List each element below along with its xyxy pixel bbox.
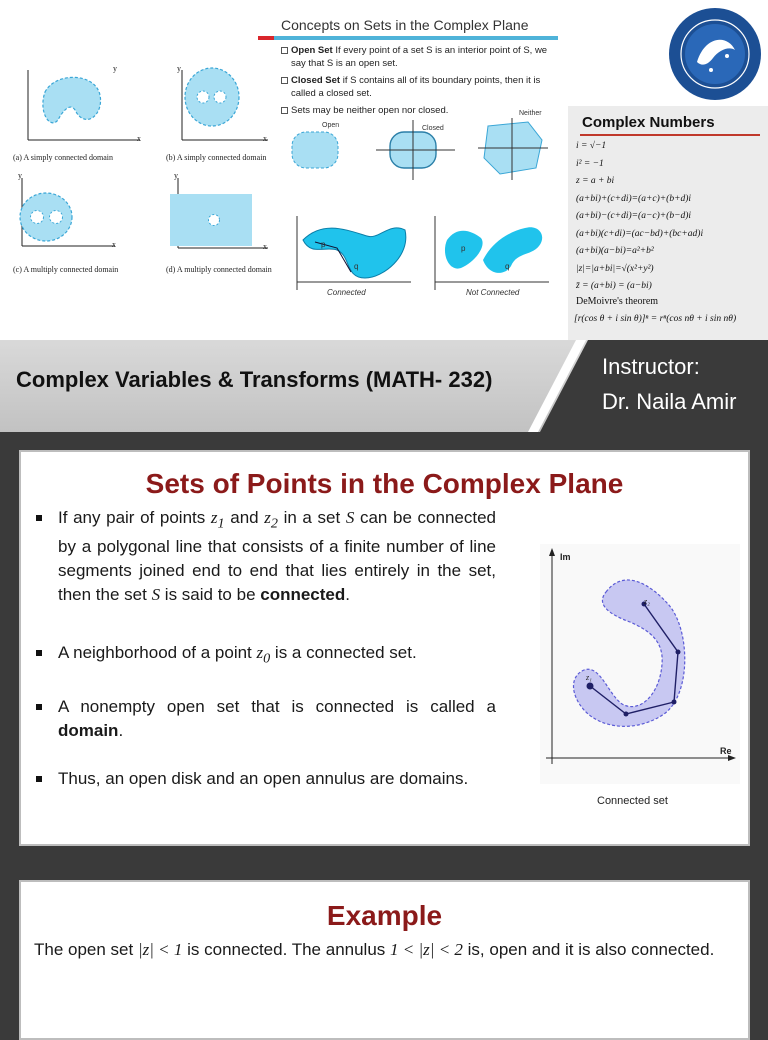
- math-z0: z: [256, 643, 264, 663]
- fig-b-caption: (b) A simply connected domain: [166, 153, 267, 162]
- instructor-label: Instructor:: [602, 354, 700, 379]
- fig-d-y-label: y: [174, 171, 178, 180]
- bullet-text: in a set: [277, 508, 346, 527]
- term-domain: domain: [58, 720, 119, 740]
- math-z2: z: [264, 508, 271, 527]
- bullet-connected-definition: [36, 506, 496, 607]
- demoivre-formula: [r(cos θ + i sin θ)]ⁿ = rⁿ(cos nθ + i sin nθ): [574, 314, 737, 324]
- fig-c-caption: (c) A multiply connected domain: [13, 265, 119, 274]
- fig-c-y-label: y: [18, 171, 22, 180]
- connected-set-figure: [540, 544, 740, 784]
- math-annulus: 1 < |z| < 2: [390, 940, 463, 959]
- math-s: S: [151, 585, 161, 605]
- bullet-disk-annulus: [36, 767, 496, 791]
- instructor-info: [602, 349, 736, 419]
- neither-definition: [281, 104, 551, 117]
- label-connected: Connected: [327, 288, 366, 297]
- complex-numbers-underline: [580, 134, 760, 136]
- example-title: Example: [326, 900, 443, 931]
- bullet-text: is a connected set.: [270, 643, 417, 663]
- example-text-part: is connected. The annulus: [182, 940, 391, 959]
- bullet-text: A nonempty open set that is connected is called a: [58, 696, 496, 716]
- bullet-text: and: [224, 508, 265, 527]
- math-open-disk: |z| < 1: [137, 940, 183, 959]
- open-set-definition: [281, 44, 551, 70]
- point-p-label-2: p: [461, 244, 466, 253]
- instructor-name: Dr. Naila Amir: [602, 389, 737, 414]
- formula-line: (a+bi)(a−bi)=a²+b²: [576, 246, 654, 256]
- math-z0-sub: 0: [263, 650, 271, 667]
- example-text-part: The open set: [34, 940, 138, 959]
- term-connected: connected: [260, 585, 346, 605]
- fig-b-y-label: y: [177, 64, 181, 73]
- fig-c-x-label: x: [112, 240, 116, 249]
- connected-set-caption: Connected set: [597, 795, 668, 807]
- z1-point-label: z₁: [586, 673, 592, 682]
- concepts-title: Concepts on Sets in the Complex Plane: [281, 17, 529, 33]
- concepts-accent-bar: [258, 36, 558, 40]
- label-open: Open: [322, 122, 340, 129]
- point-q-label: q: [354, 262, 359, 271]
- formula-line: (a+bi)−(c+di)=(a−c)+(b−d)i: [576, 211, 692, 221]
- open-set-term: Open Set: [291, 45, 333, 56]
- formula-line: (a+bi)+(c+di)=(a+c)+(b+d)i: [576, 193, 692, 204]
- bullet-domain-definition: [36, 695, 496, 743]
- slide-title: Sets of Points in the Complex Plane: [145, 468, 624, 499]
- formula-line: (a+bi)(c+di)=(ac−bd)+(bc+ad)i: [576, 228, 704, 239]
- bullet-text: is said to be: [160, 585, 261, 605]
- bullet-neighborhood: [36, 641, 496, 670]
- formula-line: z̄ = (a+bi) = (a−bi): [576, 281, 652, 291]
- formula-line: i = √−1: [576, 141, 607, 151]
- fig-d-x-label: x: [263, 242, 267, 251]
- header-banner: [0, 0, 768, 340]
- z2-point-label: z₂: [644, 597, 650, 606]
- point-q-label-2: q: [505, 262, 510, 271]
- closed-set-definition: [281, 74, 551, 100]
- open-set-text: If every point of a set S is an interior point of S, we say that S is an open set.: [291, 45, 548, 69]
- label-not-connected: Not Connected: [466, 288, 520, 297]
- bullet-text: If any pair of points: [58, 508, 211, 527]
- formula-line: i² = −1: [576, 158, 604, 169]
- neither-text: Sets may be neither open nor closed.: [291, 105, 449, 116]
- closed-set-text: if S contains all of its boundary points, then it is called a closed set.: [291, 75, 541, 99]
- bullet-text: .: [345, 585, 351, 605]
- formula-line: |z|=|a+bi|=√(x²+y²): [576, 263, 654, 274]
- formula-line: z = a + bi: [576, 176, 615, 186]
- label-closed: Closed: [422, 125, 444, 132]
- math-z2-sub: 2: [270, 515, 278, 532]
- fig-a-caption: (a) A simply connected domain: [13, 153, 113, 162]
- bullet-text: can be connected by a polygonal line that consists of a finite number of line segments joined end to end that lies entirely in the set, then the set: [58, 508, 496, 605]
- label-neither: Neither: [519, 110, 542, 117]
- bullet-text: .: [118, 720, 124, 740]
- demoivre-label: DeMoivre's theorem: [576, 296, 659, 307]
- fig-a-x-label: x: [137, 134, 141, 143]
- im-axis-label: Im: [560, 552, 571, 562]
- bullet-text: A neighborhood of a point: [58, 643, 257, 663]
- fig-b-x-label: x: [263, 134, 267, 143]
- math-z1: z: [210, 508, 218, 527]
- closed-set-term: Closed Set: [291, 75, 341, 86]
- bullet-list: [36, 506, 496, 791]
- complex-numbers-title: Complex Numbers: [582, 114, 715, 131]
- example-text-part: is, open and it is also connected.: [462, 940, 715, 959]
- figure-b: [182, 68, 268, 140]
- complex-numbers-panel: [568, 106, 768, 340]
- point-p-label: p: [321, 240, 326, 249]
- connected-figures: [285, 210, 555, 300]
- figure-c: [20, 178, 115, 246]
- concepts-list: [281, 44, 551, 121]
- figure-d: [170, 178, 268, 248]
- re-axis-label: Re: [720, 746, 732, 756]
- bullet-text: Thus, an open disk and an open annulus are domains.: [58, 768, 469, 788]
- domain-figures: [0, 50, 285, 335]
- course-title: Complex Variables & Transforms (MATH- 232): [16, 367, 493, 392]
- fig-d-caption: (d) A multiply connected domain: [166, 265, 272, 274]
- math-s: S: [345, 508, 355, 527]
- complex-formulas: [576, 138, 703, 296]
- university-logo: [667, 6, 763, 102]
- math-z1-sub: 1: [217, 515, 225, 532]
- figure-a: [28, 70, 140, 140]
- example-text: [34, 937, 734, 962]
- fig-a-y-label: y: [113, 64, 117, 73]
